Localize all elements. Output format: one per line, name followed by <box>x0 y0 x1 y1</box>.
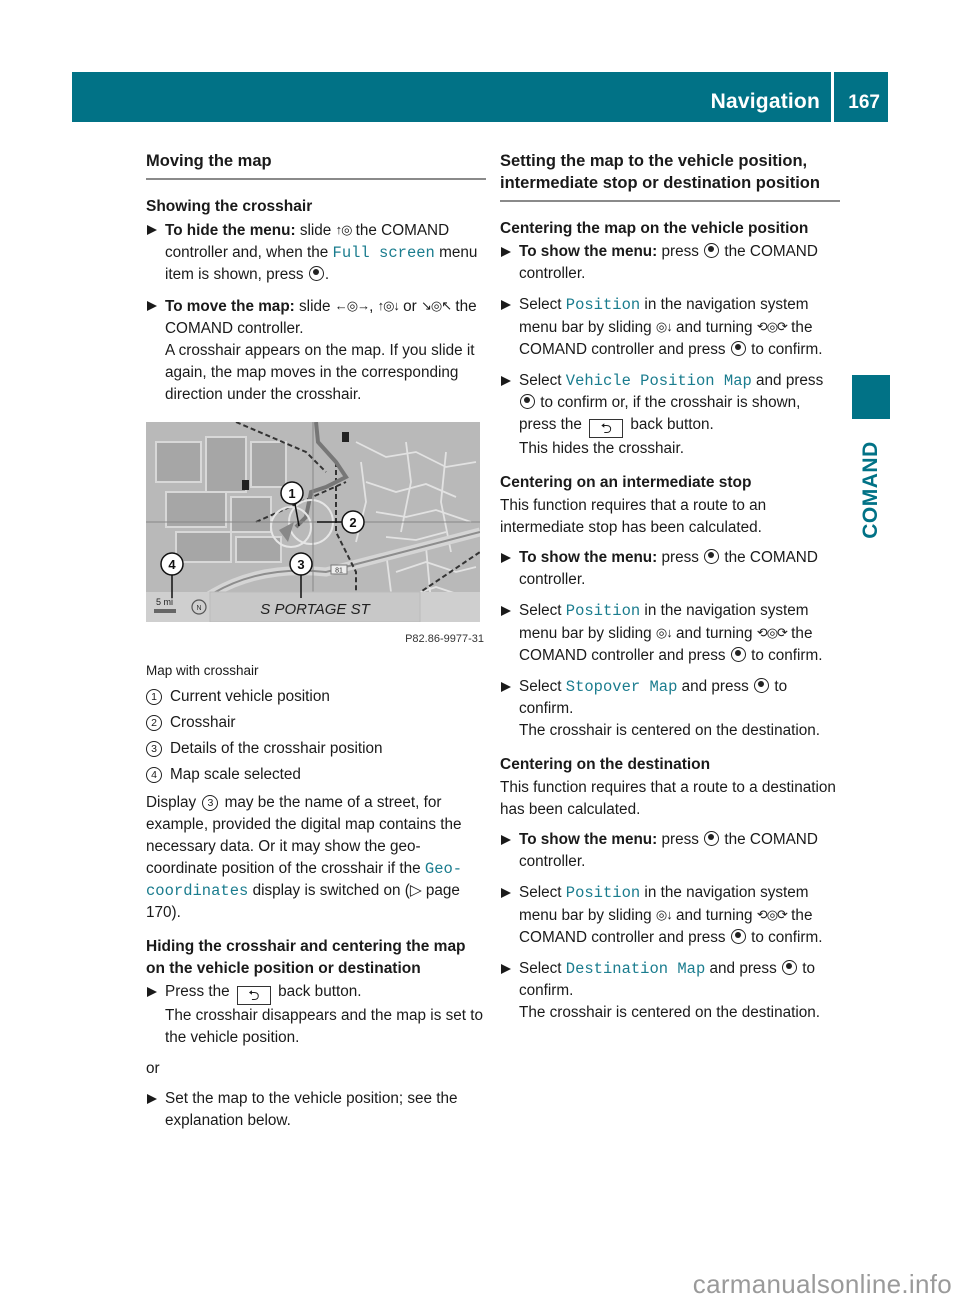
svg-text:5 mi: 5 mi <box>156 597 174 607</box>
press-controller-icon <box>309 266 324 281</box>
step-select-position: Select Position in the navigation system menu bar by sliding ◎↓ and turning ⟲◎⟳ the COMAND controller and press to confirm. <box>500 882 840 949</box>
step-show-menu: To show the menu: press the COMAND controller. <box>500 241 840 285</box>
legend-item: 1 Current vehicle position <box>146 684 486 710</box>
step-show-menu: To show the menu: press the COMAND controller. <box>500 547 840 591</box>
step-set-vehicle-position: Set the map to the vehicle position; see the explanation below. <box>146 1088 486 1132</box>
chapter-side-label <box>852 430 890 550</box>
intro-destination: This function requires that a route to a destination has been calculated. <box>500 779 836 818</box>
svg-text:1: 1 <box>288 486 296 501</box>
menu-item-destination-map: Destination Map <box>565 960 706 978</box>
figure-caption: Map with crosshair <box>146 663 259 678</box>
subheading-intermediate-stop: Centering on an intermediate stop <box>500 474 752 491</box>
section-title: Navigation <box>710 90 820 113</box>
map-crosshair-figure <box>146 422 480 622</box>
step-select-position: Select Position in the navigation system menu bar by sliding ◎↓ and turning ⟲◎⟳ the COMAND controller and press to confirm. <box>500 600 840 667</box>
or-separator: or <box>146 1060 160 1077</box>
slide-left-right-icon: ←◎→ <box>334 298 370 313</box>
section-heading-moving-map: Moving the map <box>146 150 486 180</box>
turn-controller-icon: ⟲◎⟳ <box>756 907 787 922</box>
step-show-menu: To show the menu: press the COMAND controller. <box>500 829 840 873</box>
step-result: A crosshair appears on the map. If you slide it again, the map moves in the corresponding direction under the crosshair. <box>165 342 475 403</box>
legend-item: 2 Crosshair <box>146 710 486 736</box>
press-controller-icon <box>704 243 719 258</box>
legend-item: 4 Map scale selected <box>146 762 486 788</box>
step-result: This hides the crosshair. <box>519 440 684 457</box>
display-paragraph: Display 3 may be the name of a street, for example, provided the digital map contains the necessary data. Or it may show the geo-coordinate position of the crosshair if the Geo-coordinates display is switched on (▷ page 170). <box>146 794 463 921</box>
turn-controller-icon: ⟲◎⟳ <box>756 625 787 640</box>
page-header-bar <box>72 72 888 122</box>
turn-controller-icon: ⟲◎⟳ <box>756 319 787 334</box>
intro-intermediate-stop: This function requires that a route to an intermediate stop has been calculated. <box>500 497 767 536</box>
slide-down-controller-icon: ◎↓ <box>655 319 672 334</box>
step-select-position: Select Position in the navigation system menu bar by sliding ◎↓ and turning ⟲◎⟳ the COMAND controller and press to confirm. <box>500 294 840 361</box>
svg-text:81: 81 <box>335 567 343 575</box>
svg-text:S PORTAGE ST: S PORTAGE ST <box>260 601 370 618</box>
svg-text:2: 2 <box>349 515 357 530</box>
slide-down-controller-icon: ◎↓ <box>655 907 672 922</box>
callout-number-icon: 1 <box>146 689 162 705</box>
step-move-map: To move the map: slide ←◎→, ↑◎↓ or ↘◎↖ the COMAND controller. A crosshair appears on the map. If you slide it again, the map moves in the corresponding direction under the crosshair. <box>146 295 486 406</box>
back-button-icon: ⮌ <box>589 419 623 438</box>
callout-number-icon: 2 <box>146 715 162 731</box>
step-select-destination-map: Select Destination Map and press to confirm. The crosshair is centered on the destination. <box>500 958 840 1024</box>
press-controller-icon <box>520 394 535 409</box>
step-hide-menu: To hide the menu: slide ↑◎ the COMAND controller and, when the Full screen menu item is shown, press . <box>146 219 486 286</box>
step-result: The crosshair is centered on the destination. <box>519 722 821 739</box>
svg-text:3: 3 <box>297 557 305 572</box>
svg-text:4: 4 <box>168 557 176 572</box>
step-result: The crosshair is centered on the destination. <box>519 1004 821 1021</box>
watermark: carmanualsonline.info <box>692 1269 952 1299</box>
chapter-label-text: COMAND <box>859 441 882 539</box>
step-select-stopover-map: Select Stopover Map and press to confirm. The crosshair is centered on the destination. <box>500 676 840 742</box>
subheading-showing-crosshair: Showing the crosshair <box>146 198 313 215</box>
press-controller-icon <box>782 960 797 975</box>
menu-item-geo-coordinates: Geo-coordinates <box>146 860 463 900</box>
right-column <box>500 150 840 1033</box>
slide-up-down-icon: ↑◎↓ <box>377 298 399 313</box>
subheading-hiding-crosshair: Hiding the crosshair and centering the map on the vehicle position or destination <box>146 938 466 977</box>
slide-up-controller-icon: ↑◎ <box>335 222 352 237</box>
chapter-tab-marker <box>852 375 890 419</box>
press-controller-icon <box>754 678 769 693</box>
legend-item: 3 Details of the crosshair position <box>146 736 486 762</box>
figure-id: P82.86-9977-31 <box>405 633 484 645</box>
menu-item-stopover-map: Stopover Map <box>565 678 678 696</box>
callout-number-icon: 3 <box>202 795 218 811</box>
step-select-vehicle-position-map: Select Vehicle Position Map and press to confirm or, if the crosshair is shown, press the ⮌ back button. This hides the crosshair. <box>500 370 840 460</box>
menu-item-position: Position <box>565 884 641 902</box>
section-heading-setting-map: Setting the map to the vehicle position, intermediate stop or destination position <box>500 150 840 202</box>
left-column <box>146 150 486 1141</box>
menu-item-full-screen: Full screen <box>332 244 435 262</box>
press-controller-icon <box>731 929 746 944</box>
header-divider <box>831 72 834 122</box>
page-number: 167 <box>848 92 880 113</box>
back-button-icon: ⮌ <box>237 986 271 1005</box>
step-result: The crosshair disappears and the map is set to the vehicle position. <box>165 1007 484 1046</box>
menu-item-position: Position <box>565 602 641 620</box>
subheading-center-vehicle: Centering the map on the vehicle position <box>500 220 809 237</box>
svg-text:N: N <box>196 605 202 612</box>
press-controller-icon <box>731 341 746 356</box>
map-image <box>146 422 480 622</box>
slide-diagonal-icon: ↘◎↖ <box>421 298 452 313</box>
subheading-destination: Centering on the destination <box>500 756 711 773</box>
callout-number-icon: 3 <box>146 741 162 757</box>
press-controller-icon <box>704 831 719 846</box>
menu-item-vehicle-position-map: Vehicle Position Map <box>565 372 752 390</box>
callout-number-icon: 4 <box>146 767 162 783</box>
figure-legend <box>146 684 486 788</box>
press-controller-icon <box>731 647 746 662</box>
step-press-back: Press the ⮌ back button. The crosshair disappears and the map is set to the vehicle position. <box>146 981 486 1049</box>
menu-item-position: Position <box>565 296 641 314</box>
page-reference-link[interactable]: ▷ page 170 <box>146 882 460 921</box>
slide-down-controller-icon: ◎↓ <box>655 625 672 640</box>
press-controller-icon <box>704 549 719 564</box>
